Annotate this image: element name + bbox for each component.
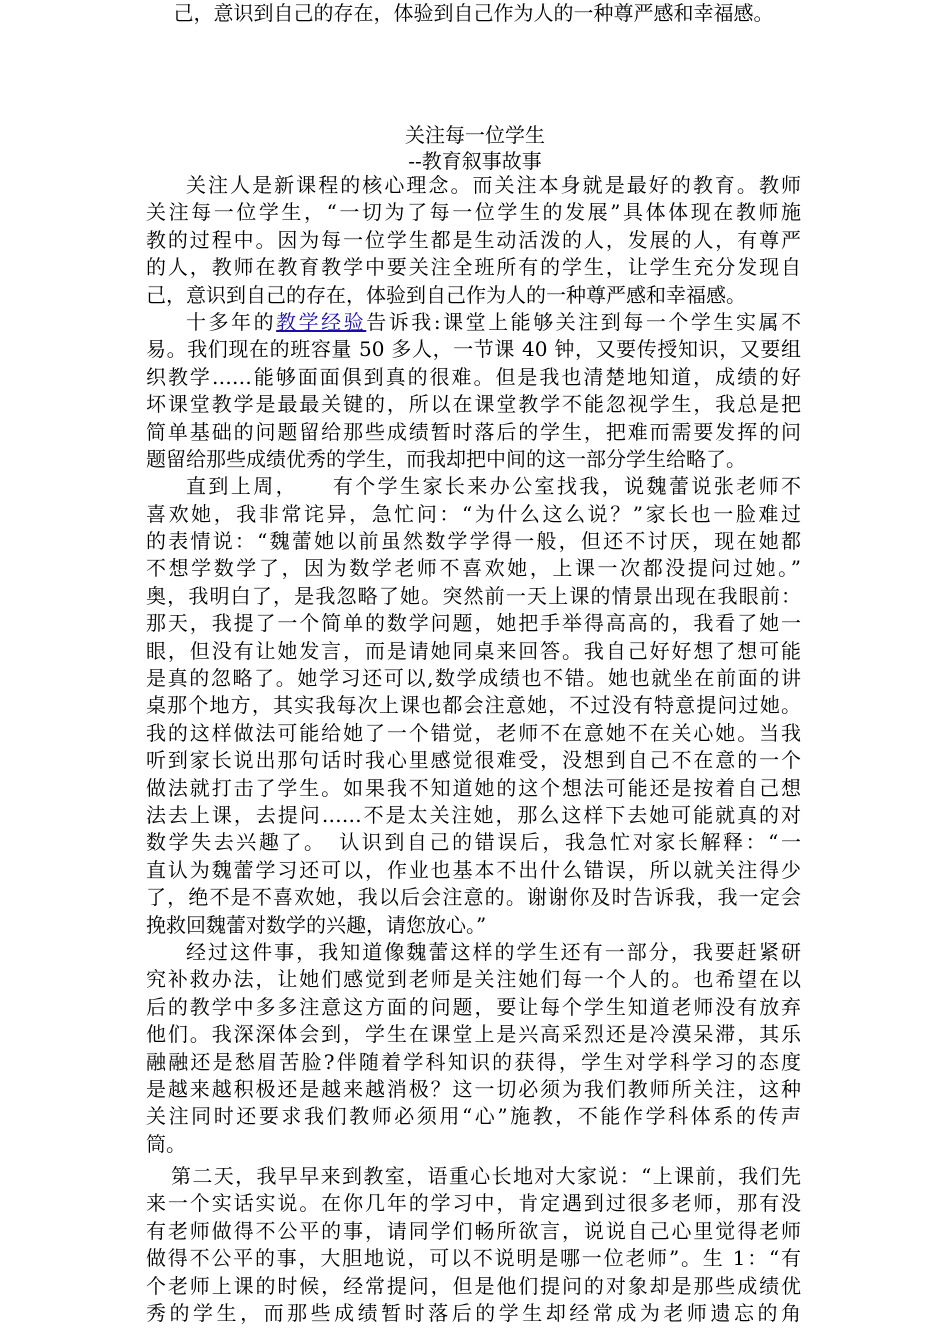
paragraph-line: 的人，教师在教育教学中要关注全班所有的学生，让学生充分发现自	[146, 255, 801, 280]
paragraph-line: 第二天，我早早来到教室，语重心长地对大家说：“上课前，我们先	[171, 1164, 801, 1189]
document-subtitle: --教育叙事故事	[408, 149, 542, 173]
paragraph-line: 听到家长说出那句话时我心里感觉很难受，没想到自己不在意的一个	[146, 748, 801, 773]
paragraph-line: 喜欢她，我非常诧异，急忙问：“为什么这么说？”家长也一脸难过	[146, 501, 801, 526]
paragraph-line: 秀的学生，而那些成绩暂时落后的学生却经常成为老师遗忘的角	[146, 1301, 801, 1326]
paragraph-line	[146, 309, 801, 336]
paragraph-line: 关注人是新课程的核心理念。而关注本身就是最好的教育。教师	[186, 173, 801, 197]
paragraph-line: 那天，我提了一个简单的数学问题，她把手举得高高的，我看了她一	[146, 611, 801, 636]
cropped-top-line: 己，意识到自己的存在，体验到自己作为人的一种尊严感和幸福感。	[173, 1, 774, 25]
paragraph-line: 关注每一位学生，“一切为了每一位学生的发展”具体体现在教师施	[146, 200, 801, 225]
paragraph-line: 直到上周， 有个学生家长来办公室找我，说魏蕾说张老师不	[186, 474, 801, 499]
paragraph-line: 我的这样做法可能给她了一个错觉，老师不在意她不在关心她。当我	[146, 720, 801, 745]
paragraph-line: 简单基础的问题留给那些成绩暂时落后的学生，把难而需要发挥的问	[146, 419, 801, 444]
paragraph-line: 不想学数学了，因为数学老师不喜欢她，上课一次都没提问过她。”	[146, 556, 801, 581]
paragraph-5	[146, 1163, 801, 1327]
paragraph-line: 筒。	[146, 1131, 186, 1156]
paragraph-line: 经过这件事，我知道像魏蕾这样的学生还有一部分，我要赶紧研	[186, 939, 801, 964]
paragraph-line: 了，绝不是不喜欢她，我以后会注意的。谢谢你及时告诉我，我一定会	[146, 885, 801, 910]
paragraph-line: 个老师上课的时候，经常提问，但是他们提问的对象却是那些成绩优	[146, 1273, 801, 1298]
paragraph-line: 眼，但没有让她发言，而是请她同桌来回答。我自己好好想了想可能	[146, 638, 801, 663]
paragraph-line: 挽救回魏蕾对数学的兴趣，请您放心。”	[146, 912, 487, 937]
paragraph-line: 己，意识到自己的存在，体验到自己作为人的一种尊严感和幸福感。	[146, 282, 746, 307]
paragraph-line: 是越来越积极还是越来越消极？这一切必须为我们教师所关注，这种	[146, 1076, 801, 1101]
paragraph-line: 做法就打击了学生。如果我不知道她的这个想法可能还是按着自己想	[146, 775, 801, 800]
document-body	[146, 172, 801, 1327]
paragraph-line: 奥，我明白了，是我忽略了她。突然前一天上课的情景出现在我眼前：	[146, 583, 801, 608]
text-span: 十多年的	[186, 309, 277, 334]
paragraph-line: 是真的忽略了。她学习还可以,数学成绩也不错。她也就坐在前面的讲	[146, 666, 801, 691]
paragraph-4	[146, 939, 801, 1158]
paragraph-line: 后的教学中多多注意这方面的问题，要让每个学生知道老师没有放弃	[146, 994, 801, 1019]
paragraph-1	[146, 172, 801, 309]
teaching-experience-link[interactable]: 教学经验	[276, 309, 367, 334]
paragraph-line: 数学失去兴趣了。 认识到自己的错误后，我急忙对家长解释：“一	[146, 830, 801, 855]
paragraph-line: 做得不公平的事，大胆地说，可以不说明是哪一位老师”。生 1：“有	[146, 1246, 801, 1271]
text-span: 告诉我:课堂上能够关注到每一个学生实属不	[366, 309, 801, 334]
document-title: 关注每一位学生	[405, 123, 545, 147]
paragraph-line: 织教学……能够面面俱到真的很难。但是我也清楚地知道，成绩的好	[146, 364, 801, 389]
paragraph-line: 法去上课，去提问……不是太关注她，那么这样下去她可能就真的对	[146, 802, 801, 827]
paragraph-line: 易。我们现在的班容量 50 多人，一节课 40 钟，又要传授知识，又要组	[146, 337, 801, 362]
paragraph-line: 直认为魏蕾学习还可以，作业也基本不出什么错误，所以就关注得少	[146, 857, 801, 882]
paragraph-line: 有老师做得不公平的事，请同学们畅所欲言，说说自己心里觉得老师	[146, 1218, 801, 1243]
paragraph-line: 题留给那些成绩优秀的学生，而我却把中间的这一部分学生给略了。	[146, 446, 746, 471]
paragraph-line: 关注同时还要求我们教师必须用“心”施教，不能作学科体系的传声	[146, 1104, 801, 1129]
paragraph-line: 桌那个地方，其实我每次上课也都会注意她，不过没有特意提问过她。	[146, 693, 801, 718]
paragraph-line: 究补救办法，让她们感觉到老师是关注她们每一个人的。也希望在以	[146, 967, 801, 992]
paragraph-3	[146, 473, 801, 939]
paragraph-line: 他们。我深深体会到，学生在课堂上是兴高采烈还是冷漠呆滞，其乐	[146, 1022, 801, 1047]
paragraph-line: 来一个实话实说。在你几年的学习中，肯定遇到过很多老师，那有没	[146, 1191, 801, 1216]
paragraph-line: 融融还是愁眉苦脸?伴随着学科知识的获得，学生对学科学习的态度	[146, 1049, 801, 1074]
paragraph-line: 坏课堂教学是最最关键的，所以在课堂教学不能忽视学生，我总是把	[146, 392, 801, 417]
paragraph-line: 的表情说：“魏蕾她以前虽然数学学得一般，但还不讨厌，现在她都	[146, 529, 801, 554]
paragraph-line: 教的过程中。因为每一位学生都是生动活泼的人，发展的人，有尊严	[146, 227, 801, 252]
paragraph-2	[146, 309, 801, 473]
